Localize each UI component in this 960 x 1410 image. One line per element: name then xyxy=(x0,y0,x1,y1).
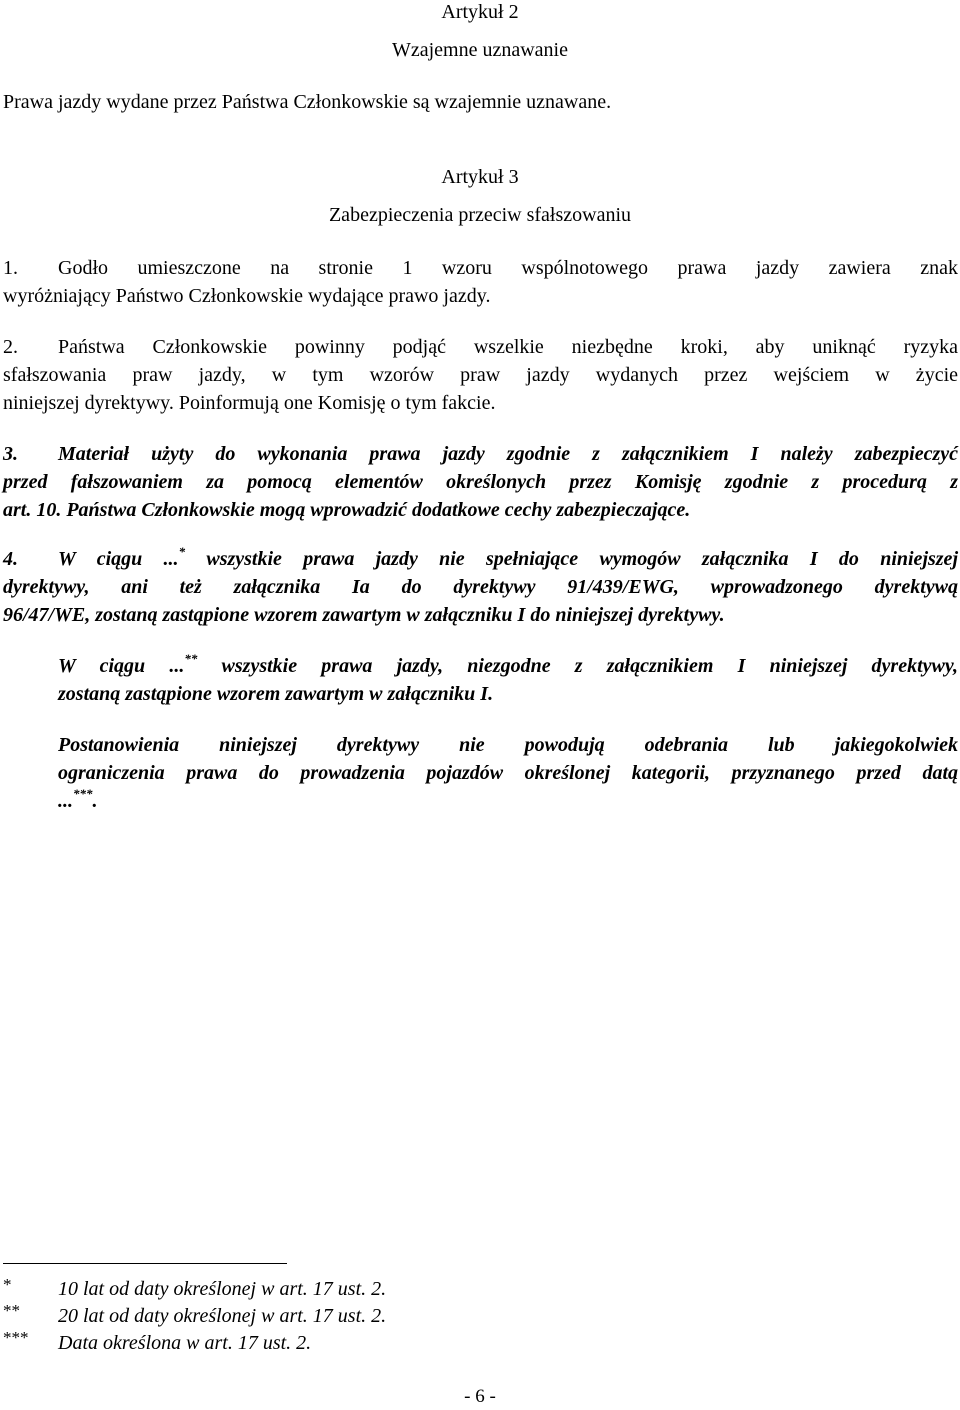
paragraph-3-line: przed fałszowaniem za pomocą elementów określonych przez Komisję zgodnie z procedurą z xyxy=(3,471,958,493)
paragraph-4 xyxy=(3,544,958,629)
paragraph-4-text: W ciągu ... xyxy=(58,548,179,570)
paragraph-6-text: ... xyxy=(58,790,73,812)
paragraph-5-text: wszystkie prawa jazdy, niezgodne z załącznikiem I niniejszej dyrektywy, xyxy=(197,655,959,677)
article-3-heading: Artykuł 3 xyxy=(441,166,519,188)
paragraph-1 xyxy=(3,254,958,310)
paragraph-2-line: sfałszowania praw jazdy, w tym wzorów praw jazdy wydanych przez wejściem w życie xyxy=(3,364,958,386)
footnote-ref-1: * xyxy=(178,544,186,559)
paragraph-3-number: 3. xyxy=(3,443,18,465)
paragraph-6 xyxy=(58,731,958,815)
footnote-ref-3: *** xyxy=(73,786,93,801)
paragraph-6-text: . xyxy=(92,790,98,812)
footnote-separator xyxy=(3,1263,287,1264)
paragraph-3-line: art. 10. Państwa Członkowskie mogą wprowadzić dodatkowe cechy zabezpieczające. xyxy=(3,499,691,521)
paragraph-4-line: dyrektywy, ani też załącznika Ia do dyrektywy 91/439/EWG, wprowadzonego dyrektywą xyxy=(3,576,958,598)
paragraph-5 xyxy=(58,652,958,708)
paragraph-6-line xyxy=(58,787,958,815)
footnote-ref-2: ** xyxy=(184,651,198,666)
footnote-3-mark: *** xyxy=(3,1328,29,1347)
paragraph-4-line: 96/47/WE, zostaną zastąpione wzorem zawartym w załączniku I do niniejszej dyrektywy. xyxy=(3,604,725,626)
paragraph-2-line: Państwa Członkowskie powinny podjąć wszelkie niezbędne kroki, aby uniknąć ryzyka xyxy=(58,336,958,358)
paragraph-2-line: niniejszej dyrektywy. Poinformują one Komisję o tym fakcie. xyxy=(3,392,496,414)
footnote-2-mark: ** xyxy=(3,1301,20,1320)
paragraph-4-text: wszystkie prawa jazdy nie spełniające wymogów załącznika I do niniejszej xyxy=(185,548,958,570)
paragraph-4-line xyxy=(58,545,958,573)
paragraph-6-line: Postanowienia niniejszej dyrektywy nie powodują odebrania lub jakiegokolwiek xyxy=(58,734,958,756)
paragraph-5-line xyxy=(58,652,958,680)
paragraph-2-number: 2. xyxy=(3,336,18,358)
paragraph-1-number: 1. xyxy=(3,257,18,279)
paragraph-5-text: W ciągu ... xyxy=(58,655,185,677)
paragraph-1-line: Godło umieszczone na stronie 1 wzoru wspólnotowego prawa jazdy zawiera znak xyxy=(58,257,958,279)
article-2-heading: Artykuł 2 xyxy=(441,1,519,23)
article-2-subheading: Wzajemne uznawanie xyxy=(391,39,568,61)
article-2-body: Prawa jazdy wydane przez Państwa Członkowskie są wzajemnie uznawane. xyxy=(3,91,612,113)
paragraph-3-line: Materiał użyty do wykonania prawa jazdy zgodnie z załącznikiem I należy zabezpieczyć xyxy=(58,443,958,465)
footnote-1-mark: * xyxy=(3,1275,12,1294)
page-number: - 6 - xyxy=(464,1386,496,1407)
footnote-2-text: 20 lat od daty określonej w art. 17 ust. 2. xyxy=(58,1305,387,1327)
paragraph-3 xyxy=(3,440,958,524)
article-3-subheading: Zabezpieczenia przeciw sfałszowaniu xyxy=(328,204,632,226)
paragraph-4-number: 4. xyxy=(3,548,18,570)
footnote-3-text: Data określona w art. 17 ust. 2. xyxy=(58,1332,312,1354)
paragraph-5-line: zostaną zastąpione wzorem zawartym w załączniku I. xyxy=(58,683,494,705)
paragraph-2 xyxy=(3,333,958,417)
paragraph-6-line: ograniczenia prawa do prowadzenia pojazdów określonej kategorii, przyznanego przed datą xyxy=(58,762,958,784)
paragraph-1-line: wyróżniający Państwo Członkowskie wydające prawo jazdy. xyxy=(3,285,491,307)
footnote-1-text: 10 lat od daty określonej w art. 17 ust. 2. xyxy=(58,1278,387,1300)
